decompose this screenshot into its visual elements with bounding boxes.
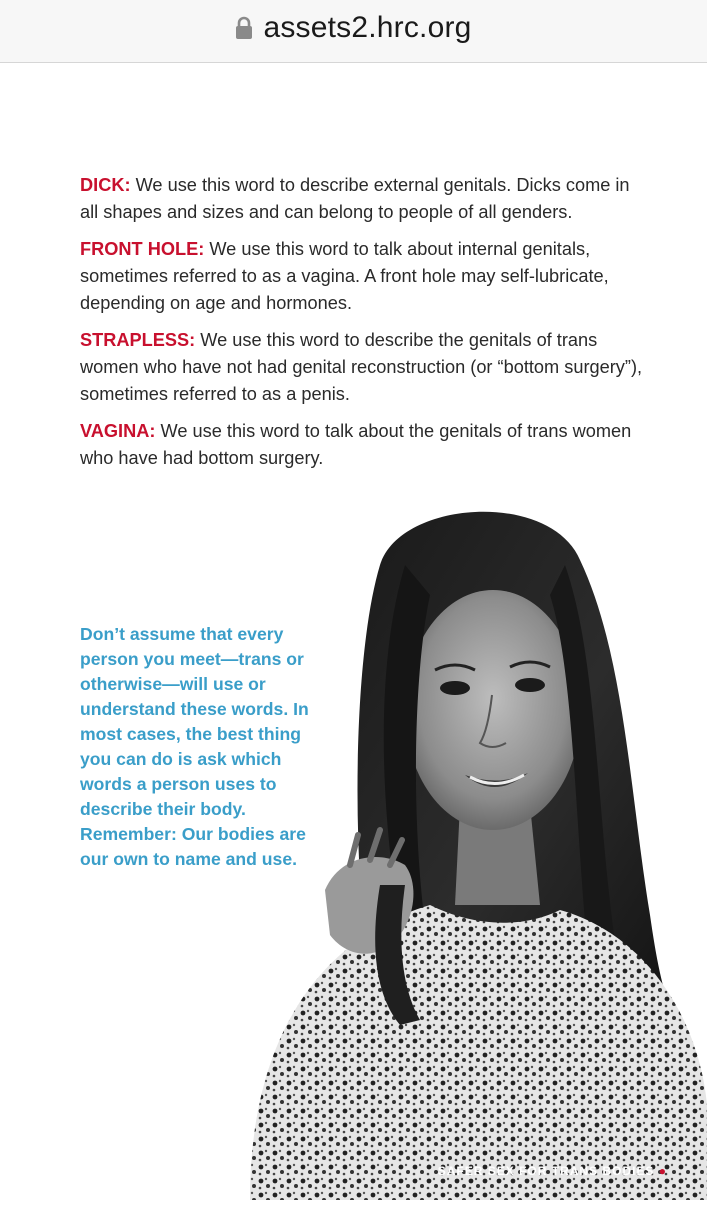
definition-dick bbox=[80, 172, 650, 226]
definitions-list bbox=[80, 172, 650, 482]
lock-icon bbox=[235, 16, 253, 40]
definition-front-hole bbox=[80, 236, 650, 317]
definition-strapless bbox=[80, 327, 650, 408]
definition-text: We use this word to describe external genitals. Dicks come in all shapes and sizes and can belong to people of all genders. bbox=[80, 175, 630, 222]
definition-vagina bbox=[80, 418, 650, 472]
definition-term: VAGINA: bbox=[80, 421, 156, 441]
definition-term: DICK: bbox=[80, 175, 131, 195]
page-footer bbox=[438, 1164, 667, 1178]
footer-label: SAFER SEX FOR TRANS BODIES bbox=[437, 1164, 655, 1178]
definition-term: STRAPLESS: bbox=[80, 330, 196, 350]
url-text[interactable]: assets2.hrc.org bbox=[263, 11, 472, 44]
definition-term: FRONT HOLE: bbox=[80, 239, 205, 259]
definition-text: We use this word to talk about the genitals of trans women who have had bottom surgery. bbox=[80, 421, 632, 468]
callout-text: Don’t assume that every person you meet—trans or otherwise—will use or understand these words. In most cases, the best thing you can do is ask which words a person uses to describe their body. Remember: Our bodies are our own to name and use. bbox=[80, 624, 309, 869]
definition-text: We use this word to talk about internal genitals, sometimes referred to as a vagina. A front hole may self-lubricate, depending on age and hormones. bbox=[80, 239, 609, 313]
page-marker-icon: ● bbox=[658, 1164, 667, 1178]
browser-address-bar[interactable] bbox=[0, 0, 707, 63]
definition-text: We use this word to describe the genitals of trans women who have not had genital reconstruction (or “bottom surgery”), sometimes referred to as a penis. bbox=[80, 330, 643, 404]
